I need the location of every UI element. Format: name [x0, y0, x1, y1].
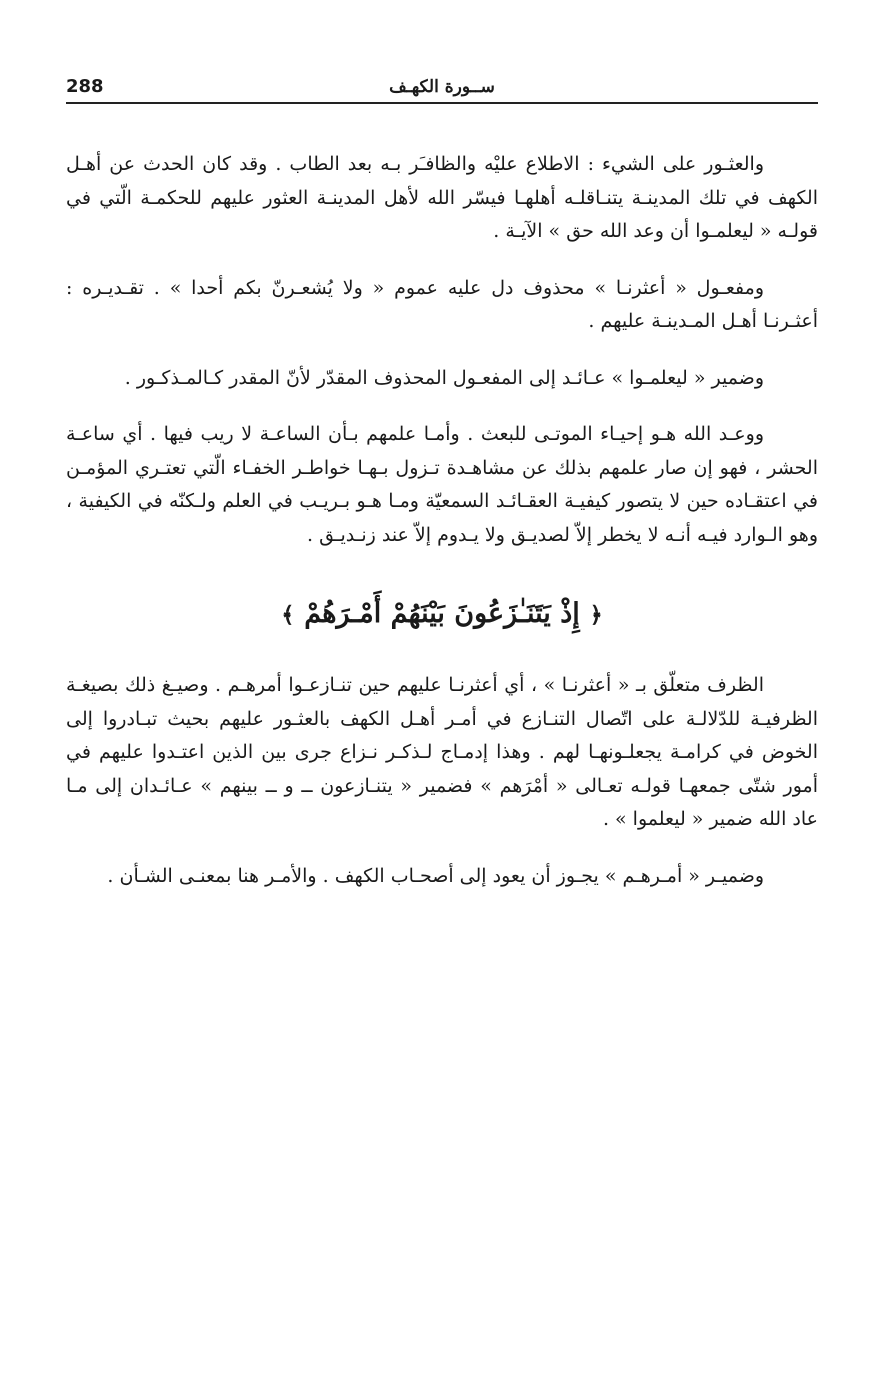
verse-text: إِذْ يَتَنَـٰزَعُونَ بَيْنَهُمْ أَمْـرَهُمْ — [304, 598, 580, 629]
quran-verse — [66, 592, 818, 637]
paragraph-3: وضمير « ليعلمـوا » عـائـد إلى المفعـول المحذوف المقدّر لأنّ المقدر كـالمـذكـور . — [124, 366, 764, 389]
verse-open-bracket: ﴿ — [589, 602, 603, 628]
verse-close-bracket: ﴾ — [281, 602, 295, 628]
surah-title: ســورة الكهـف — [389, 77, 495, 97]
paragraph-6: وضميـر « أمـرهـم » يجـوز أن يعود إلى أصحـاب الكهف . والأمـر هنا بمعنـى الشـأن . — [107, 864, 764, 887]
paragraph-2: ومفعـول « أعثرنـا » محذوف دل عليه عموم « ولا يُشعـرنّ بكم أحدا » . تقـديـره : أعثـرنـا أهـل المـدينـة عليهم . — [66, 276, 818, 332]
paragraph-5: الظرف متعلّق بـ « أعثرنـا » ، أي أعثرنـا عليهم حين تنـازعـوا أمرهـم . وصيـغ ذلك بصيغـة الظرفيـة للدّلالـة على اتّصال التنـازع في أمـر أهـل الكهف بالعثـور عليهم بحيث تبـادروا إلى الخوض في كرامـة يجعلـونهـا لهم . وهذا إدمـاج لـذكـر نـزاع جرى بين الذين اعتـدوا عليهم في أمور شتّى جمعهـا قولـه تعـالى « أمْرَهم » فضمير « يتنـازعون ــ و ــ بينهم » عـائـدان إلى مـا عاد الله ضمير « ليعلموا » . — [66, 674, 818, 830]
page-body — [66, 148, 818, 916]
page-header — [66, 74, 818, 104]
paragraph-1: والعثـور على الشيء : الاطلاع عليْه والظافـَر بـه بعد الطاب . وقد كان الحدث عن أهـل الكهف في تلك المدينـة يتنـاقلـه أهلهـا فيسّر الله لأهل المدينـة العثور عليهم للحكمـة الّتي في قولـه « ليعلمـوا أن وعد الله حق » الآيـة . — [66, 153, 818, 242]
page-number: 288 — [66, 76, 104, 97]
paragraph-4: ووعـد الله هـو إحيـاء الموتـى للبعث . وأمـا علمهم بـأن الساعـة لا ريب فيها . أي ساعـة الحشر ، فهو إن صار علمهم بذلك عن مشاهـدة تـزول بـهـا خواطـر الخفـاء الّتي تعتـري المؤمـن في اعتقـاده حين لا يتصور كيفيـة العقـائـد السمعيّة ومـا هـو بـريـب في العلم ولـكنّه في الكيفية ، وهو الـوارد فيـه أنـه لا يخطر إلاّ لصديـق ولا يـدوم إلاّ عند زنـديـق . — [66, 423, 818, 546]
